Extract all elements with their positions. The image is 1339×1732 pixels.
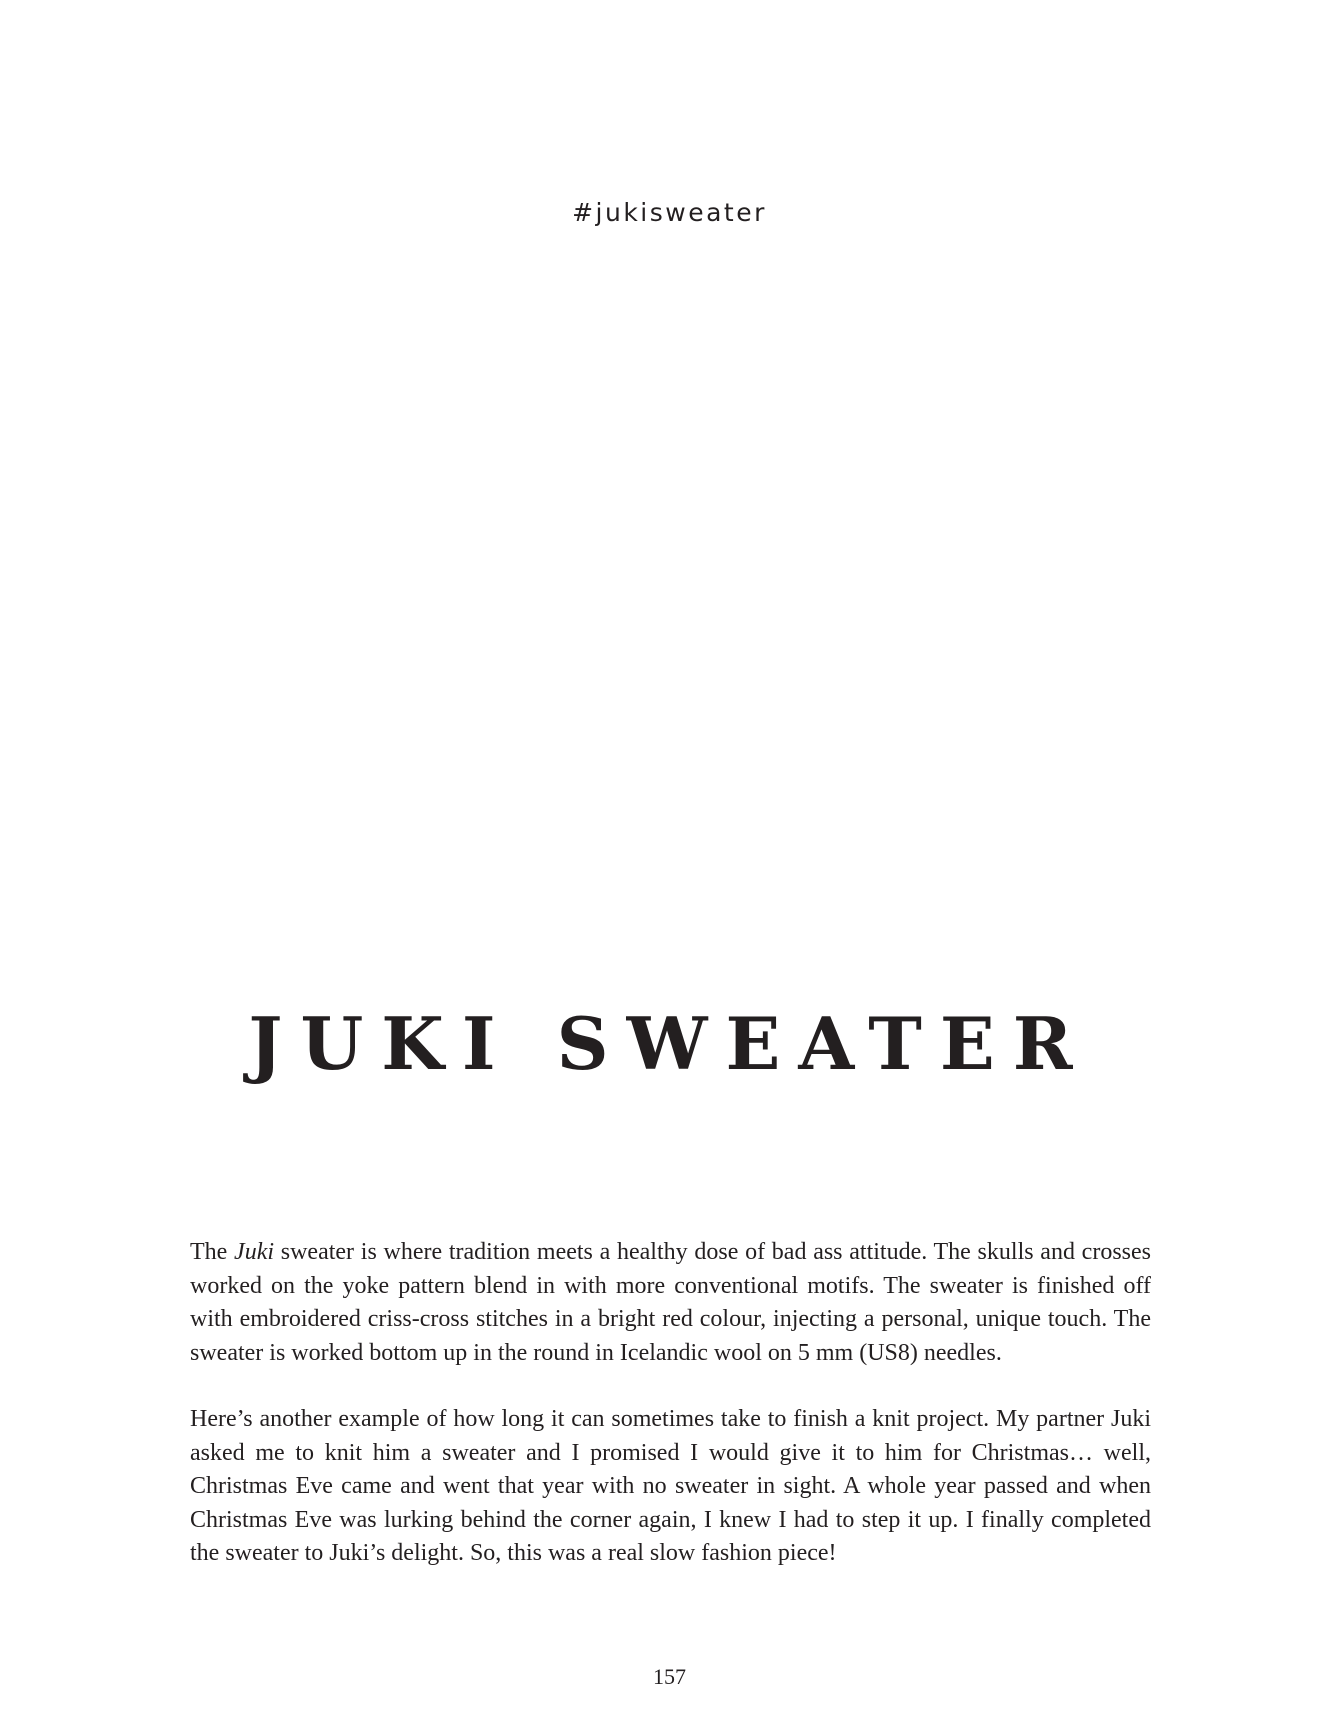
paragraph-intro-start: The <box>190 1239 235 1265</box>
body-text <box>190 1236 1151 1604</box>
paragraph-intro-italic: Juki <box>234 1239 275 1265</box>
hashtag-heading: #jukisweater <box>572 198 767 227</box>
paragraph-story: Here’s another example of how long it can sometimes take to finish a knit project. My partner Juki asked me to knit him a sweater and I promised I would give it to him for Christmas… well, Christmas Eve came and went that year with no sweater in sight. A whole year passed and when Christmas Eve was lurking behind the corner again, I knew I had to step it up. I finally completed the sweater to Juki’s delight. So, this was a real slow fashion piece! <box>190 1406 1151 1566</box>
paragraph-intro-rest: sweater is where tradition meets a healthy dose of bad ass attitude. The skulls and crosses worked on the yoke pattern blend in with more conventional motifs. The sweater is finished off with embroidered criss-cross stitches in a bright red colour, injecting a personal, unique touch. The sweater is worked bottom up in the round in Icelandic wool on 5 mm (US8) needles. <box>190 1239 1152 1366</box>
page-title: JUKI SWEATER <box>248 1001 1091 1086</box>
page-number: 157 <box>653 1664 686 1689</box>
paragraph-intro <box>190 1236 1151 1370</box>
